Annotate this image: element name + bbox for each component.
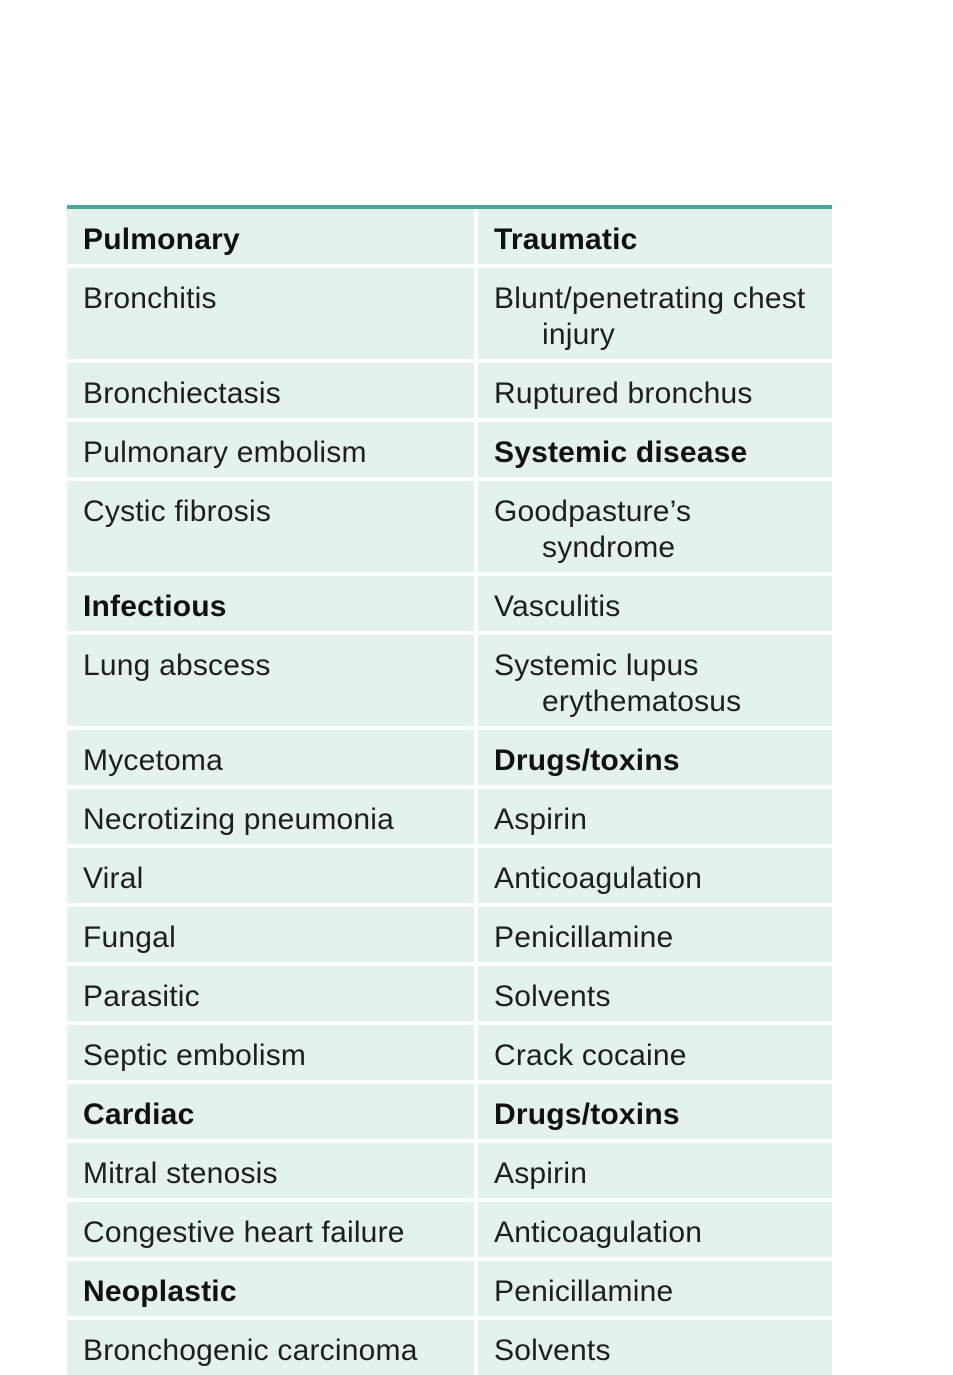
- table-row: [67, 1143, 832, 1202]
- table-cell-left: Cystic fibrosis: [67, 481, 478, 576]
- table-cell-right: Blunt/penetrating chest injury: [478, 268, 832, 363]
- table-cell-right: Solvents: [478, 966, 832, 1025]
- table-row: [67, 268, 832, 363]
- table-cell-left: Lung abscess: [67, 635, 478, 730]
- table-cell-right: Anticoagulation: [478, 1202, 832, 1261]
- table-cell-right: Crack cocaine: [478, 1025, 832, 1084]
- table-cell-right: Anticoagulation: [478, 848, 832, 907]
- category-heading-right: Drugs/toxins: [478, 1084, 832, 1143]
- category-heading-left: Cardiac: [67, 1084, 478, 1143]
- table-cell-left: Septic embolism: [67, 1025, 478, 1084]
- table-row: [67, 1320, 832, 1375]
- table-cell-right: Goodpasture’s syndrome: [478, 481, 832, 576]
- table-row: [67, 481, 832, 576]
- table-cell-left: Bronchogenic carcinoma: [67, 1320, 478, 1375]
- table-row: [67, 209, 832, 268]
- table-row: [67, 966, 832, 1025]
- table-cell-right: Systemic lupus erythematosus: [478, 635, 832, 730]
- table-row: [67, 907, 832, 966]
- table-cell-left: Mitral stenosis: [67, 1143, 478, 1202]
- table-cell-right: Solvents: [478, 1320, 832, 1375]
- table-cell-left: Bronchitis: [67, 268, 478, 363]
- table-cell-left: Pulmonary embolism: [67, 422, 478, 481]
- table-cell-left: Congestive heart failure: [67, 1202, 478, 1261]
- table-cell-left: Fungal: [67, 907, 478, 966]
- table-row: [67, 848, 832, 907]
- table-row: [67, 363, 832, 422]
- table-row: [67, 1261, 832, 1320]
- table-cell-left: Viral: [67, 848, 478, 907]
- table-cell-left: Bronchiectasis: [67, 363, 478, 422]
- table-cell-left: Parasitic: [67, 966, 478, 1025]
- table-row: [67, 1025, 832, 1084]
- table-cell-right: Aspirin: [478, 789, 832, 848]
- category-heading-right: Systemic disease: [478, 422, 832, 481]
- table-cell-right: Ruptured bronchus: [478, 363, 832, 422]
- table-cell-left: Mycetoma: [67, 730, 478, 789]
- table-row: [67, 422, 832, 481]
- category-heading-left: Infectious: [67, 576, 478, 635]
- table-row: [67, 635, 832, 730]
- table-cell-right: Penicillamine: [478, 1261, 832, 1320]
- hemoptysis-causes-table: [67, 205, 832, 1375]
- table-row: [67, 730, 832, 789]
- table-cell-right: Vasculitis: [478, 576, 832, 635]
- table-row: [67, 1084, 832, 1143]
- category-heading-right: Traumatic: [478, 209, 832, 268]
- table-body: [67, 209, 832, 1375]
- table-cell-right: Aspirin: [478, 1143, 832, 1202]
- table-row: [67, 1202, 832, 1261]
- table-cell-right: Penicillamine: [478, 907, 832, 966]
- category-heading-left: Neoplastic: [67, 1261, 478, 1320]
- table-row: [67, 789, 832, 848]
- table-row: [67, 576, 832, 635]
- category-heading-left: Pulmonary: [67, 209, 478, 268]
- table-cell-left: Necrotizing pneumonia: [67, 789, 478, 848]
- category-heading-right: Drugs/toxins: [478, 730, 832, 789]
